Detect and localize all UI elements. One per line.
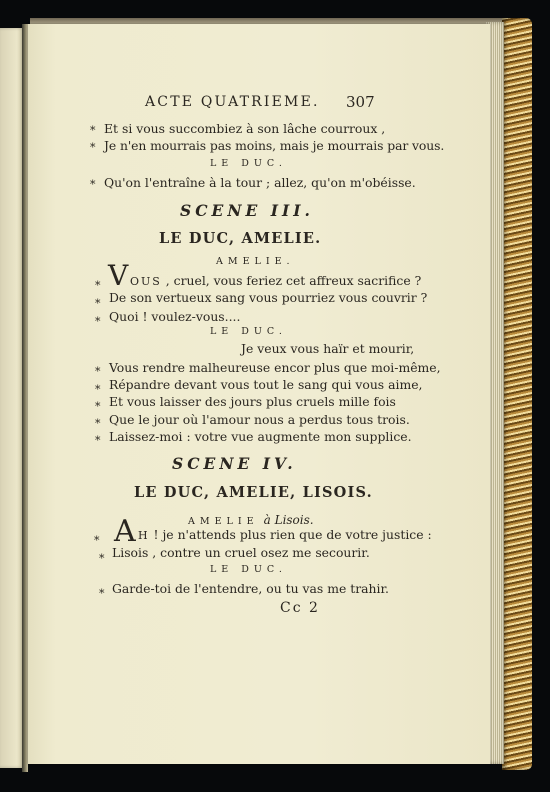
verse-line: Lisois , contre un cruel osez me secourir. — [112, 545, 370, 560]
asterisk-marker: * — [94, 534, 100, 547]
small-caps-word: H — [138, 529, 150, 542]
cast-list: LE DUC, AMELIE, LISOIS. — [134, 484, 373, 501]
asterisk-marker: * — [90, 178, 96, 191]
asterisk-marker: * — [99, 552, 105, 565]
drop-capital: V — [108, 259, 129, 292]
verse-text: , cruel, vous feriez cet affreux sacrifice ? — [165, 273, 422, 288]
speaker-line — [188, 509, 314, 528]
verse-line: Et si vous succombiez à son lâche courroux , — [104, 121, 386, 136]
verse-line: Répandre devant vous tout le sang qui vous aime, — [109, 377, 423, 392]
speaker-name: AMELIE — [188, 516, 259, 527]
scene-heading: SCENE IV. — [172, 454, 297, 473]
verse-line: Que le jour où l'amour nous a perdus tous trois. — [109, 412, 410, 427]
gilt-fore-edge — [502, 18, 532, 770]
small-caps-word: OUS — [130, 275, 162, 288]
verse-line: Garde-toi de l'entendre, ou tu vas me trahir. — [112, 581, 389, 596]
page-number: 307 — [346, 93, 375, 111]
asterisk-marker: * — [99, 587, 105, 600]
asterisk-marker: * — [90, 141, 96, 154]
asterisk-marker: * — [95, 297, 101, 310]
drop-capital: A — [114, 514, 136, 549]
signature-mark: Cc 2 — [280, 600, 320, 616]
verse-line: Quoi ! voulez-vous.... — [109, 309, 241, 324]
asterisk-marker: * — [95, 417, 101, 430]
speaker-name: LE DUC. — [210, 158, 287, 169]
verse-line — [138, 527, 432, 542]
asterisk-marker: * — [95, 365, 101, 378]
stage-direction: à Lisois. — [263, 513, 314, 527]
verse-line — [130, 273, 421, 288]
verse-line: Je n'en mourrais pas moins, mais je mourrais par vous. — [104, 138, 445, 153]
running-title: ACTE QUATRIEME. — [145, 94, 320, 110]
verse-text: ! je n'attends plus rien que de votre justice : — [153, 527, 432, 542]
speaker-name: LE DUC. — [210, 564, 287, 575]
scene-heading: SCENE III. — [180, 201, 314, 220]
verse-line: Laissez-moi : votre vue augmente mon supplice. — [109, 429, 412, 444]
verse-line: Je veux vous haïr et mourir, — [241, 341, 415, 356]
verse-line: Et vous laisser des jours plus cruels mille fois — [109, 394, 396, 409]
asterisk-marker: * — [90, 124, 96, 137]
asterisk-marker: * — [95, 383, 101, 396]
asterisk-marker: * — [95, 279, 101, 292]
asterisk-marker: * — [95, 315, 101, 328]
speaker-name: LE DUC. — [210, 326, 287, 337]
asterisk-marker: * — [95, 400, 101, 413]
cast-list: LE DUC, AMELIE. — [159, 230, 322, 247]
facing-page-edge — [0, 28, 24, 768]
verse-line: Qu'on l'entraîne à la tour ; allez, qu'on m'obéisse. — [104, 175, 416, 190]
book-page — [28, 24, 490, 764]
verse-line: Vous rendre malheureuse encor plus que moi-même, — [109, 360, 441, 375]
asterisk-marker: * — [95, 434, 101, 447]
verse-line: De son vertueux sang vous pourriez vous couvrir ? — [109, 290, 428, 305]
speaker-name: AMELIE. — [216, 256, 295, 267]
